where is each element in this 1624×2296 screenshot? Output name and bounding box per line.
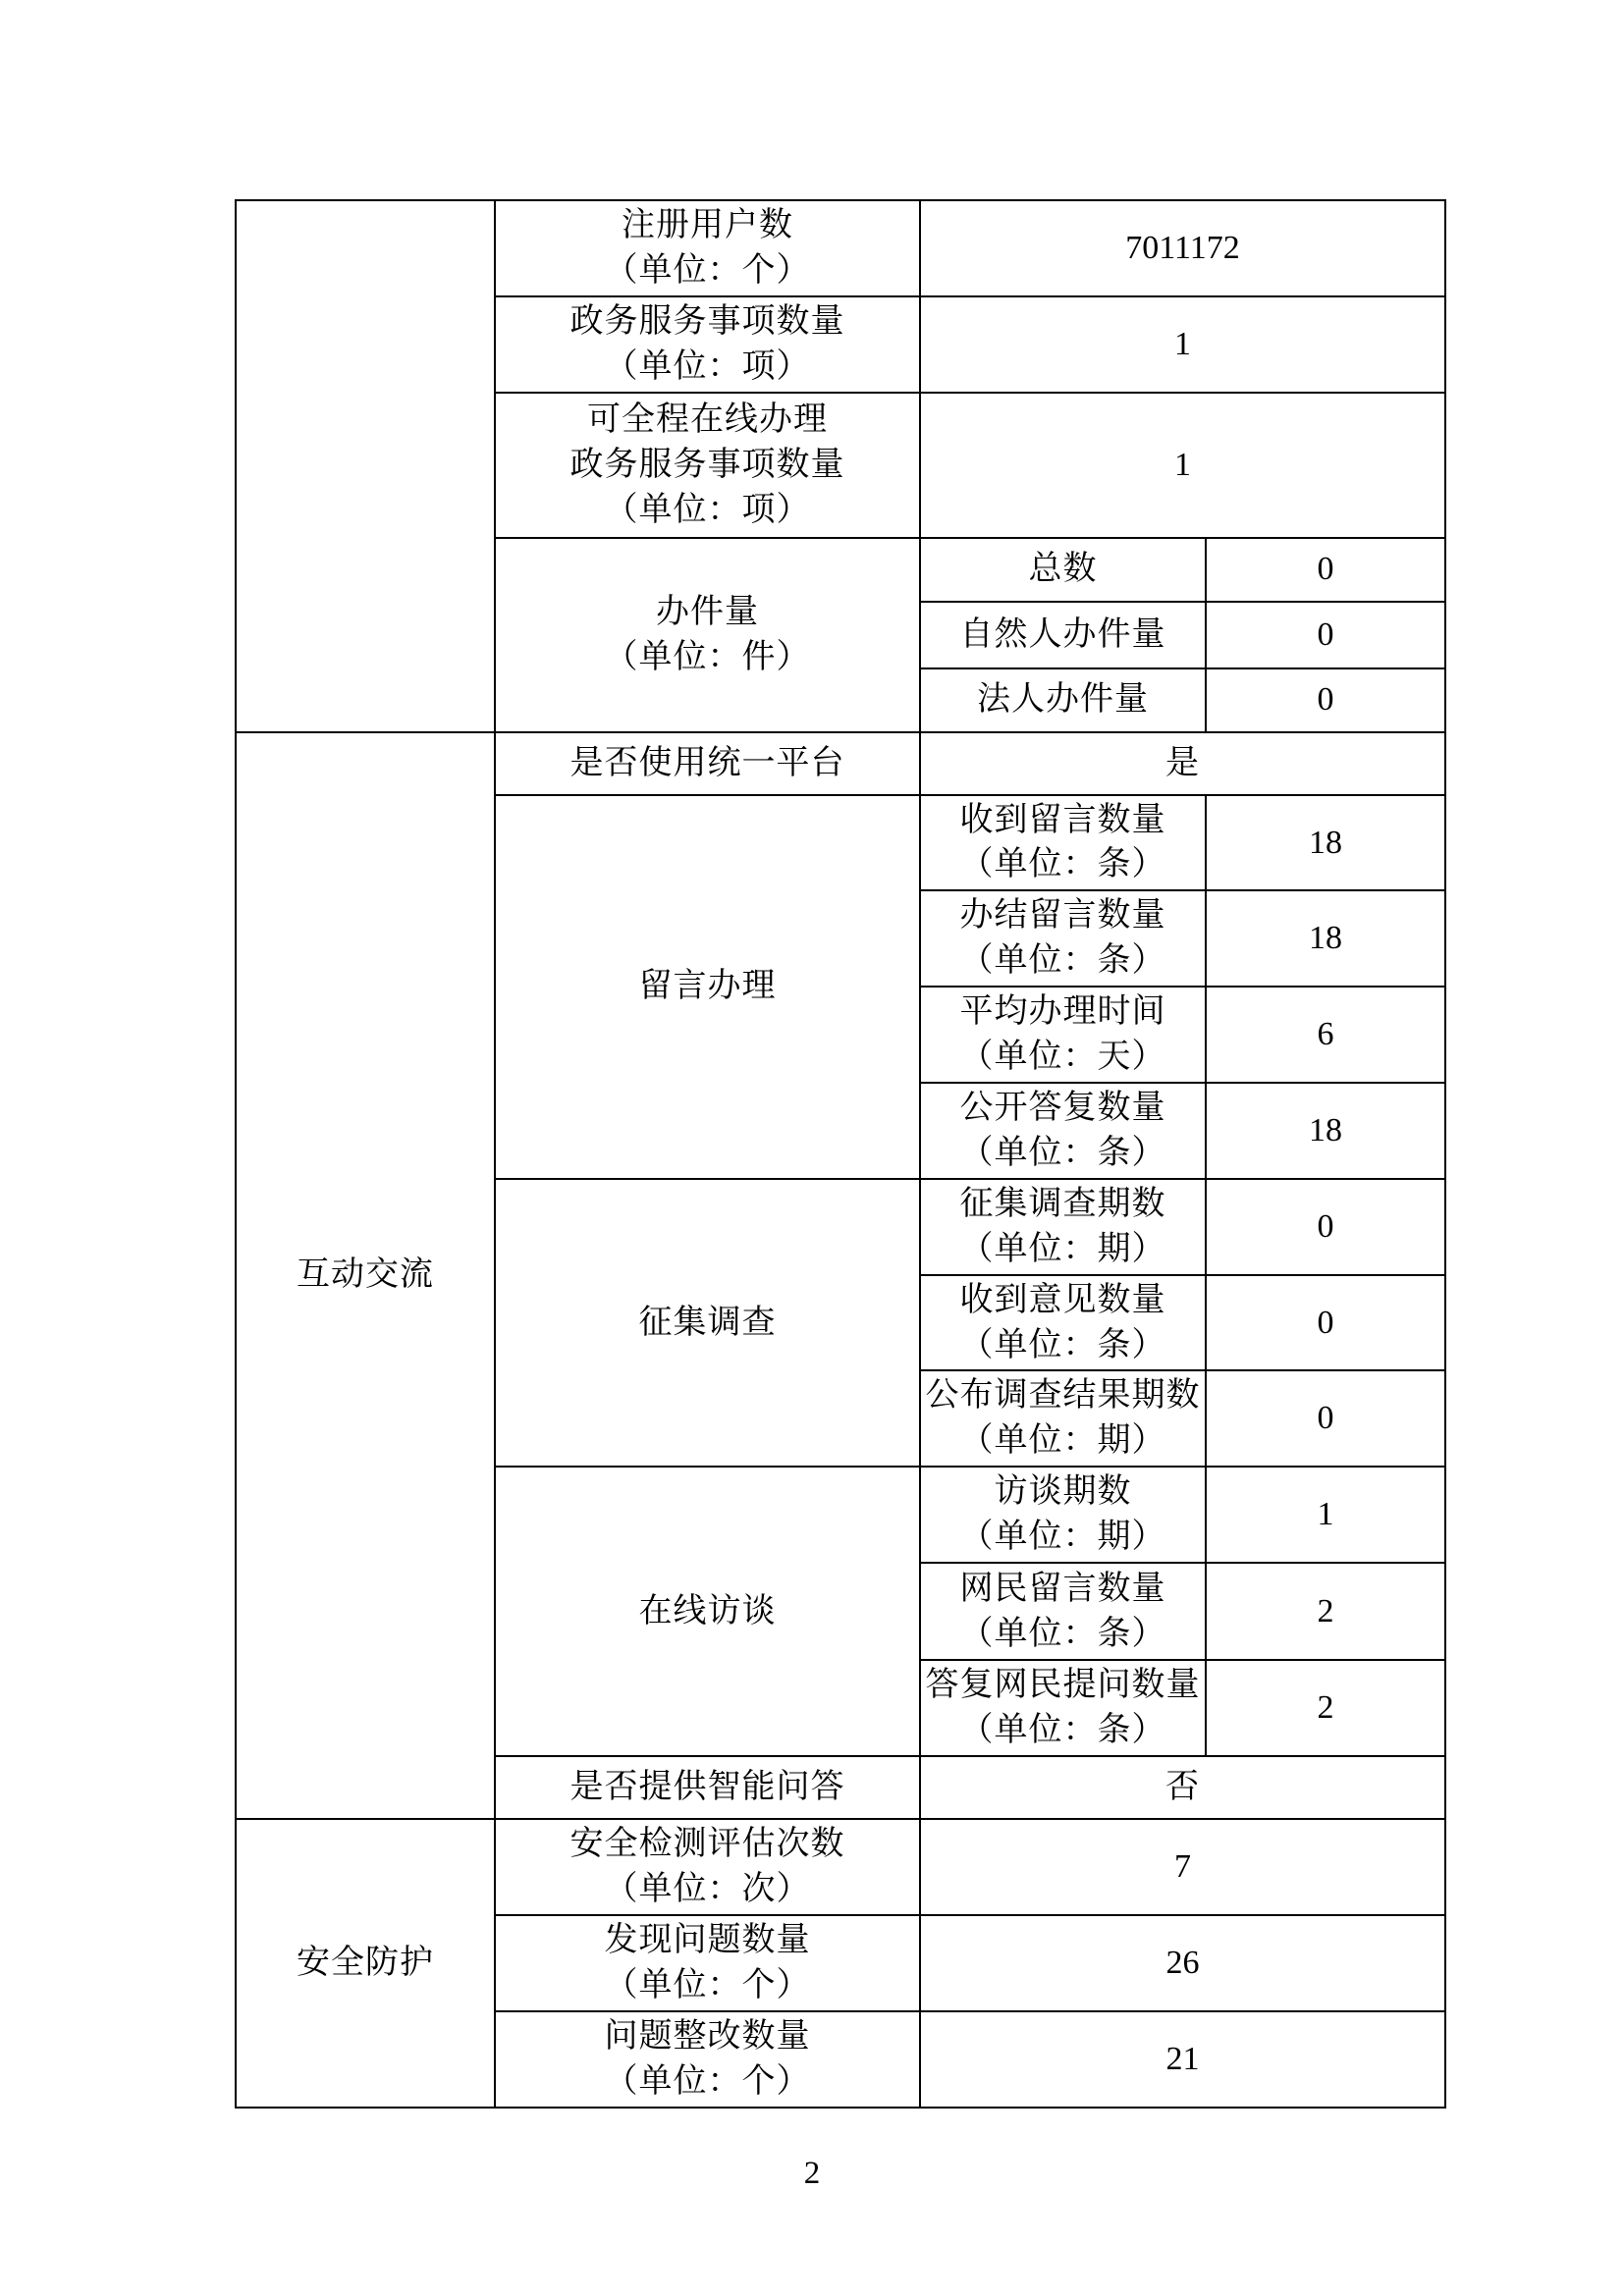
unit-line: （单位：条） [959,1615,1166,1652]
cell-unified-platform: 是否使用统一平台 [495,732,920,795]
cell-security-checks [495,1819,920,1915]
label-line: 收到留言数量 [959,801,1166,838]
value-msg-received: 18 [1206,795,1445,891]
value-msg-public-replies: 18 [1206,1083,1445,1179]
cell-problems-found [495,1915,920,2011]
cell-interview: 在线访谈 [495,1467,920,1756]
label-line: 政务服务事项数量 [569,302,845,340]
label-line: 安全检测评估次数 [569,1825,845,1862]
cell-msg-avg-time [920,987,1206,1083]
unit-line: （单位：条） [959,942,1166,980]
value-case-natural: 0 [1206,602,1445,668]
value-interview-messages: 2 [1206,1563,1445,1660]
label-line: 答复网民提问数量 [925,1667,1201,1704]
value-security-checks: 7 [920,1819,1445,1915]
unit-line: （单位：条） [959,1135,1166,1172]
cell-interview-messages [920,1563,1206,1660]
cell-service-items [495,296,920,393]
label-line: 征集调查期数 [959,1185,1166,1222]
cell-problems-fixed [495,2011,920,2108]
cell-survey-opinions [920,1275,1206,1371]
page-number: 2 [803,2156,821,2191]
cell-msg-completed [920,890,1206,987]
cell-survey-periods [920,1179,1206,1275]
value-survey-published: 0 [1206,1370,1445,1467]
unit-line: （单位：项） [604,491,811,528]
cell-survey: 征集调查 [495,1179,920,1467]
unit-line: （单位：条） [959,1711,1166,1748]
value-msg-completed: 18 [1206,890,1445,987]
value-interview-replies: 2 [1206,1660,1445,1756]
cell-smart-qa: 是否提供智能问答 [495,1756,920,1819]
value-survey-periods: 0 [1206,1179,1445,1275]
label-line: 办结留言数量 [959,897,1166,934]
unit-line: （单位：个） [604,1966,811,2003]
cell-survey-published [920,1370,1206,1467]
value-case-legal: 0 [1206,668,1445,732]
cell-interview-replies [920,1660,1206,1756]
report-table [235,199,1446,2109]
cell-case-natural: 自然人办件量 [920,602,1206,668]
label-line: 政务服务事项数量 [569,446,845,483]
value-online-service-items: 1 [920,393,1445,538]
unit-line: （单位：个） [604,251,811,289]
section-label-security: 安全防护 [236,1819,495,2108]
unit-line: （单位：次） [604,1870,811,1907]
label-line: 问题整改数量 [604,2017,811,2055]
label-line: 发现问题数量 [604,1921,811,1958]
value-unified-platform: 是 [920,732,1445,795]
cell-interview-periods [920,1467,1206,1563]
cell-registered-users [495,200,920,296]
section-label-interaction: 互动交流 [236,732,495,1819]
value-service-items: 1 [920,296,1445,393]
unit-line: （单位：条） [959,1326,1166,1363]
unit-line: （单位：条） [959,846,1166,883]
label-line: 收到意见数量 [959,1281,1166,1318]
value-registered-users: 7011172 [920,200,1445,296]
label-line: 公开答复数量 [959,1090,1166,1127]
cell-online-service-items [495,393,920,538]
unit-line: （单位：件） [604,638,811,675]
label-line: 可全程在线办理 [587,400,828,438]
unit-line: （单位：期） [959,1230,1166,1267]
cell-case-legal: 法人办件量 [920,668,1206,732]
label-line: 网民留言数量 [959,1570,1166,1607]
value-survey-opinions: 0 [1206,1275,1445,1371]
value-smart-qa: 否 [920,1756,1445,1819]
table-row [236,732,1445,795]
label-line: 公布调查结果期数 [925,1377,1201,1415]
value-interview-periods: 1 [1206,1467,1445,1563]
cell-msg-received [920,795,1206,891]
cell-case-volume [495,538,920,732]
cell-case-total: 总数 [920,538,1206,602]
label-line: 办件量 [656,593,759,630]
unit-line: （单位：个） [604,2062,811,2100]
value-case-total: 0 [1206,538,1445,602]
cell-msg-public-replies [920,1083,1206,1179]
section-label-blank [236,200,495,732]
table-row [236,200,1445,296]
table-row [236,1819,1445,1915]
unit-line: （单位：项） [604,347,811,385]
value-problems-fixed: 21 [920,2011,1445,2108]
label-line: 平均办理时间 [959,993,1166,1031]
label-line: 访谈期数 [994,1473,1132,1511]
value-problems-found: 26 [920,1915,1445,2011]
unit-line: （单位：期） [959,1422,1166,1460]
cell-message-handling: 留言办理 [495,795,920,1179]
unit-line: （单位：期） [959,1519,1166,1556]
unit-line: （单位：天） [959,1039,1166,1076]
label-line: 注册用户数 [622,207,793,243]
value-msg-avg-time: 6 [1206,987,1445,1083]
